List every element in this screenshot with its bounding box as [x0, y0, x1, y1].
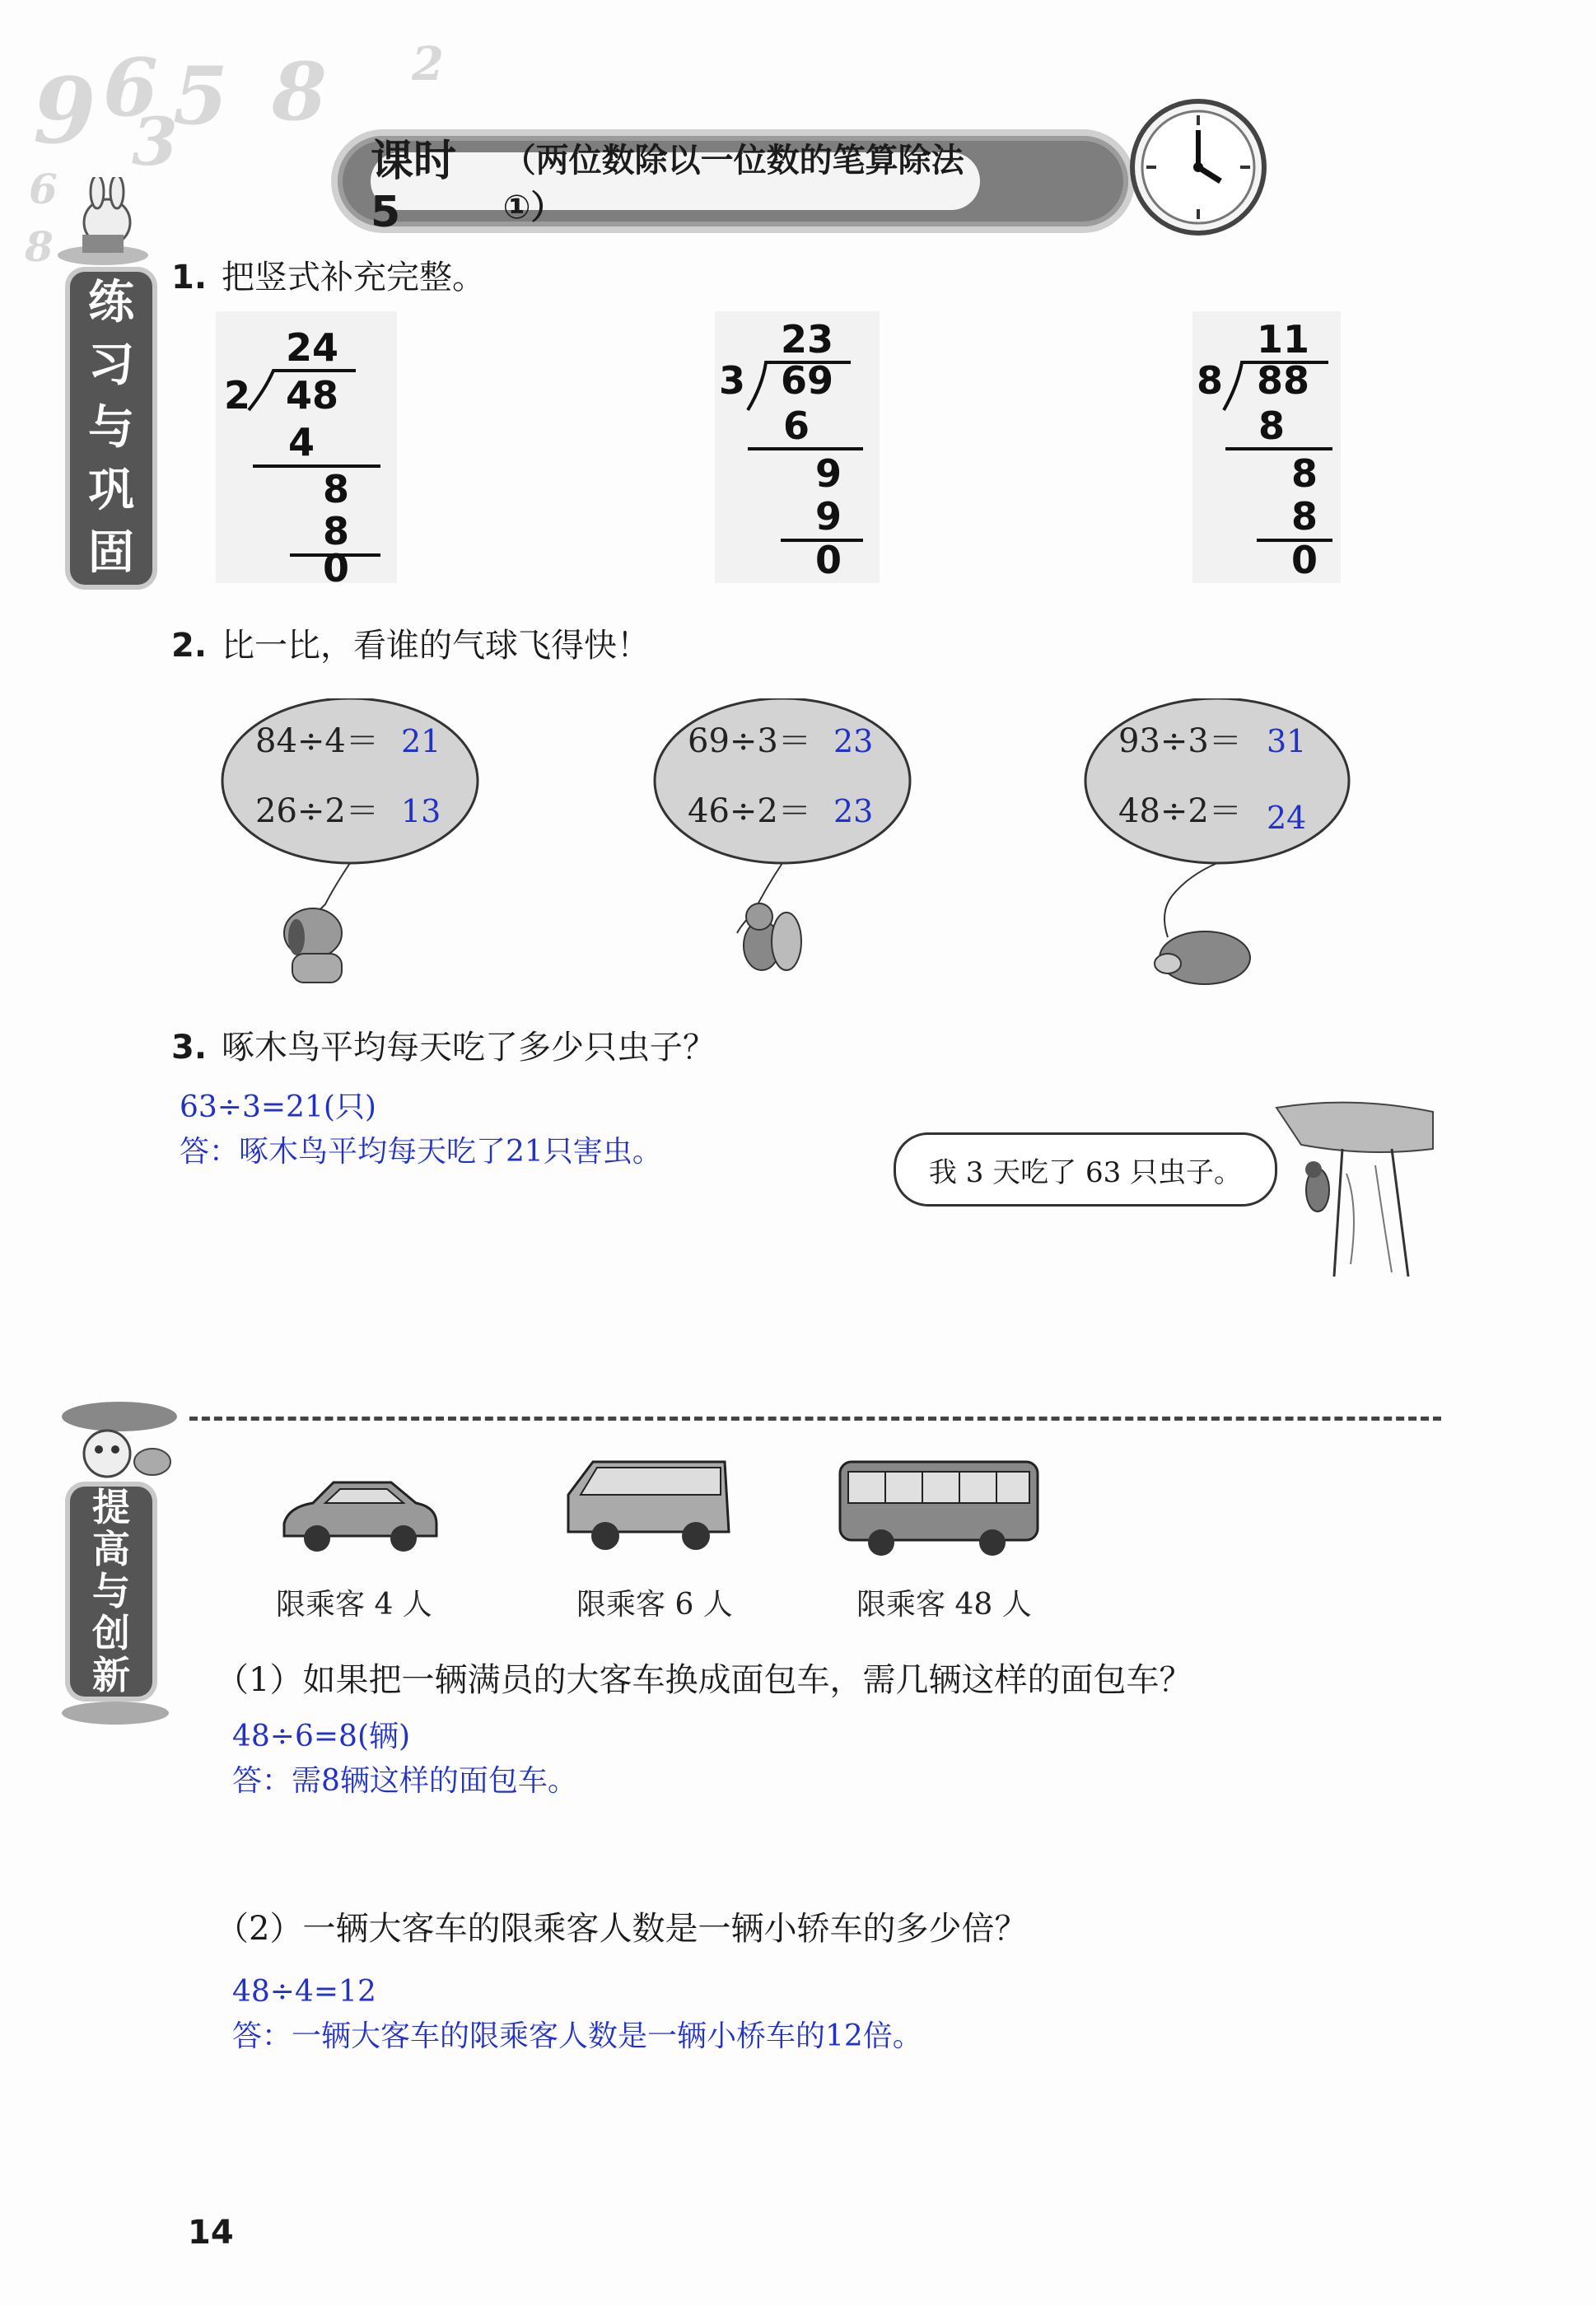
balloon-hedgehog — [1081, 698, 1361, 995]
dividend: 88 — [1257, 358, 1310, 403]
side-tab-char: 练 — [88, 276, 134, 329]
speech-text: 我 3 天吃了 63 只虫子。 — [928, 1155, 1243, 1189]
step-product: 8 — [1258, 404, 1286, 448]
vehicle-label-van: 限乘客 6 人 — [576, 1588, 733, 1622]
step-bring-down: 8 — [1291, 451, 1318, 496]
dividend: 48 — [286, 373, 339, 418]
answer-equation: 63÷3=21(只) — [180, 1090, 376, 1124]
dog-on-leaf-icon — [58, 1392, 181, 1491]
side-tab-char: 与 — [88, 401, 134, 455]
page-title: 课时 5 — [371, 136, 457, 237]
step-product: 8 — [1291, 494, 1318, 539]
balloon-answer: 23 — [833, 723, 874, 759]
answer-equation: 48÷6=8(辆) — [232, 1720, 411, 1753]
quotient: 23 — [781, 317, 834, 362]
hedgehog-icon — [1155, 931, 1250, 984]
side-tab-char: 创 — [92, 1611, 130, 1655]
balloon-equation: 48÷2＝ — [1118, 792, 1242, 830]
decorative-numbers: 9 6 5 8 3 2 6 8 — [25, 37, 444, 271]
answer-statement: 答：一辆大客车的限乘客人数是一辆小桥车的12倍。 — [232, 2019, 922, 2053]
answer-equation: 48÷4=12 — [232, 1975, 376, 2009]
question-text: 比一比，看谁的气球飞得快！ — [222, 627, 651, 665]
side-tab-char: 提 — [92, 1485, 130, 1529]
question-number: 1. — [171, 259, 208, 296]
vehicle-label-car: 限乘客 4 人 — [276, 1588, 432, 1622]
balloon-equation: 69÷3＝ — [688, 722, 811, 760]
side-tab-char: 固 — [88, 526, 134, 580]
remainder: 0 — [1291, 538, 1318, 582]
title-inner — [371, 136, 980, 237]
long-division-2 — [715, 311, 880, 583]
side-tab-improve — [70, 1487, 152, 1697]
answer-sub-question-2 — [232, 1970, 922, 2059]
page-number: 14 — [188, 2214, 234, 2252]
clock-icon — [1128, 97, 1268, 237]
dividend: 69 — [781, 358, 834, 403]
answer-sub-question-1 — [232, 1715, 577, 1804]
step-bring-down: 9 — [815, 451, 842, 496]
section-divider — [189, 1417, 1441, 1421]
van-icon — [560, 1449, 733, 1557]
side-tab-char: 高 — [92, 1527, 130, 1571]
leaf-decoration-icon — [58, 1697, 173, 1730]
bus-icon — [836, 1454, 1042, 1561]
balloon-squirrel — [651, 698, 922, 995]
quotient: 24 — [286, 325, 339, 370]
divisor: 2 — [224, 373, 251, 418]
balloon-equation: 46÷2＝ — [688, 792, 811, 830]
vehicle-label-bus: 限乘客 48 人 — [856, 1588, 1032, 1622]
question-number: 3. — [171, 1029, 208, 1067]
long-division-1 — [216, 311, 397, 583]
woodpecker-tree-icon — [1268, 1099, 1441, 1277]
question-number: 2. — [171, 627, 208, 665]
balloon-dog — [218, 698, 490, 995]
quotient: 11 — [1257, 317, 1310, 362]
question-1 — [171, 251, 485, 298]
step-product: 6 — [783, 404, 810, 448]
dog-icon — [284, 908, 342, 983]
squirrel-icon — [744, 903, 801, 970]
answer-statement: 答：啄木鸟平均每天吃了21只害虫。 — [180, 1135, 662, 1169]
speech-bubble — [894, 1132, 1277, 1207]
balloon-equation: 84÷4＝ — [255, 722, 379, 760]
balloon-equation: 93÷3＝ — [1118, 722, 1242, 760]
step-product: 9 — [815, 494, 842, 539]
answer-statement: 答：需8辆这样的面包车。 — [232, 1764, 577, 1798]
sub-question-2: （2）一辆大客车的限乘客人数是一辆小轿车的多少倍？ — [216, 1910, 1028, 1948]
answer-q3 — [180, 1085, 662, 1174]
divisor: 3 — [719, 358, 746, 403]
page-subtitle: （两位数除以一位数的笔算除法①） — [502, 142, 964, 226]
question-text: 啄木鸟平均每天吃了多少只虫子？ — [222, 1029, 716, 1067]
balloon-answer: 24 — [1267, 800, 1307, 836]
step-product: 4 — [288, 420, 315, 464]
remainder: 0 — [815, 538, 842, 582]
side-tab-char: 巩 — [88, 464, 134, 517]
title-banner — [338, 136, 1128, 237]
balloon-answer: 13 — [401, 793, 441, 829]
side-tab-char: 习 — [88, 338, 134, 392]
question-3 — [171, 1021, 716, 1068]
sub-question-1: （1）如果把一辆满员的大客车换成面包车，需几辆这样的面包车？ — [216, 1661, 1192, 1699]
balloon-answer: 31 — [1267, 723, 1307, 759]
divisor: 8 — [1197, 358, 1224, 403]
question-text: 把竖式补充完整。 — [222, 259, 486, 296]
remainder: 0 — [323, 546, 350, 583]
step-product: 8 — [323, 509, 350, 553]
balloon-answer: 21 — [401, 723, 441, 759]
balloon-answer: 23 — [833, 793, 874, 829]
side-tab-practice — [70, 272, 152, 585]
balloon-equation: 26÷2＝ — [255, 792, 379, 830]
bunny-reading-icon — [49, 177, 156, 268]
car-icon — [276, 1466, 441, 1557]
side-tab-char: 新 — [92, 1653, 130, 1697]
long-division-3 — [1192, 311, 1341, 583]
question-2 — [171, 619, 650, 666]
side-tab-char: 与 — [92, 1569, 130, 1613]
step-bring-down: 8 — [323, 467, 350, 511]
